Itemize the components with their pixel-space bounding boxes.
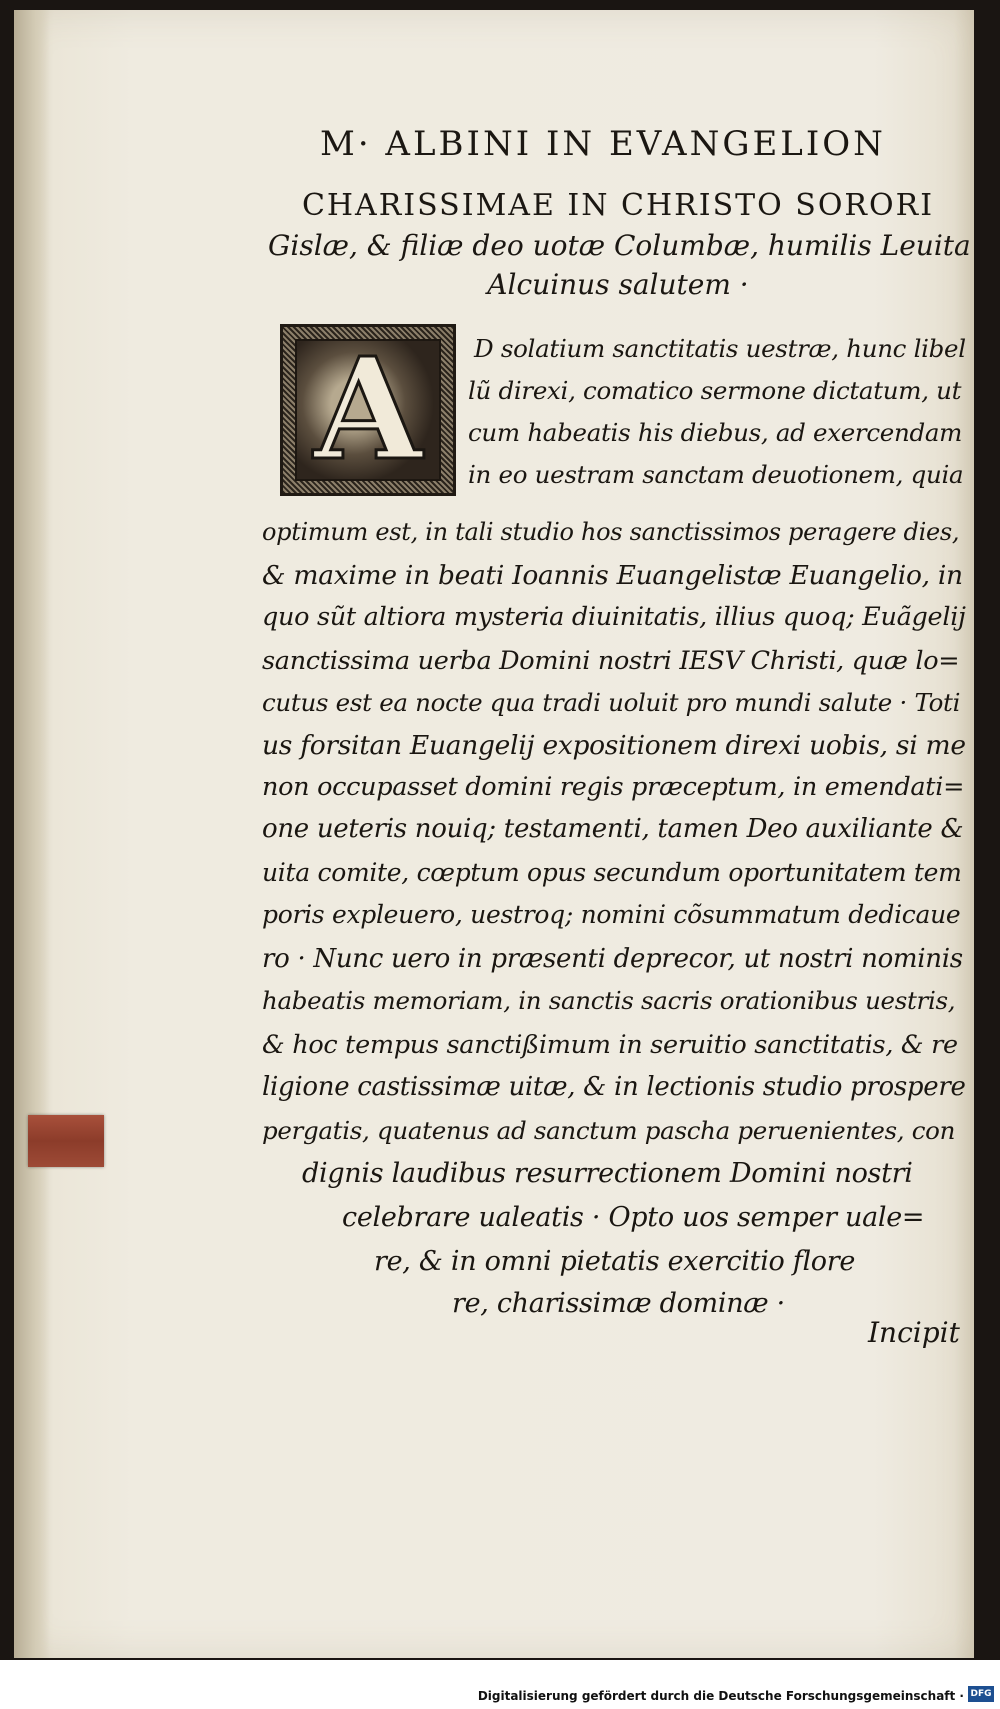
body-line: dignis laudibus resurrectionem Domini nostri	[302, 1158, 913, 1189]
body-line: D solatium sanctitatis uestræ, hunc libel	[474, 334, 966, 363]
catchword: Incipit	[868, 1316, 960, 1349]
body-line: & maxime in beati Ioannis Euangelistæ Euangelio, in	[262, 560, 963, 591]
salutation-line-2: Gislæ, & filiæ deo uotæ Columbæ, humilis Leuita	[268, 229, 971, 262]
page-gutter	[14, 10, 50, 1658]
body-line: re, & in omni pietatis exercitio flore	[374, 1246, 856, 1277]
salutation-line-1: CHARISSIMAE IN CHRISTO SORORI	[301, 188, 935, 223]
dfg-logo: DFG	[968, 1686, 994, 1702]
running-head: M· ALBINI IN EVANGELION	[320, 124, 886, 164]
body-line: uita comite, cœptum opus secundum oportunitatem tem	[262, 858, 962, 887]
initial-letter: A	[313, 328, 423, 492]
body-line: in eo uestram sanctam deuotionem, quia	[468, 460, 964, 489]
body-line: pergatis, quatenus ad sanctum pascha peruenientes, con	[262, 1116, 956, 1145]
body-line: sanctissima uerba Domini nostri IESV Christi, quæ lo=	[262, 646, 960, 676]
body-line: ro · Nunc uero in præsenti deprecor, ut nostri nominis	[262, 944, 963, 974]
body-line: quo sũt altiora mysteria diuinitatis, illius quoq; Euãgelij	[262, 602, 966, 632]
red-page-tab	[28, 1115, 104, 1167]
body-line: us forsitan Euangelij expositionem direxi uobis, si me	[262, 730, 966, 761]
body-line: poris expleuero, uestroq; nomini cõsummatum dedicaue	[262, 900, 961, 929]
body-line: habeatis memoriam, in sanctis sacris orationibus uestris,	[262, 986, 956, 1015]
footer-credit: Digitalisierung gefördert durch die Deutsche Forschungsgemeinschaft ·	[477, 1689, 964, 1703]
body-line: celebrare ualeatis · Opto uos semper uale=	[342, 1202, 925, 1233]
body-line: one ueteris nouiq; testamenti, tamen Deo auxiliante &	[262, 814, 964, 844]
body-line: non occupasset domini regis præceptum, in emendati=	[262, 772, 965, 802]
body-line: cutus est ea nocte qua tradi uoluit pro mundi salute · Toti	[262, 688, 961, 717]
body-line: ligione castissimæ uitæ, & in lectionis studio prospere	[262, 1072, 966, 1102]
body-line: & hoc tempus sanctißimum in seruitio sanctitatis, & re	[262, 1030, 958, 1060]
body-line: optimum est, in tali studio hos sanctissimos peragere dies,	[262, 518, 960, 546]
body-line: cum habeatis his diebus, ad exercendam	[468, 418, 963, 447]
salutation-line-3: Alcuinus salutem ·	[487, 268, 749, 301]
body-line: re, charissimæ dominæ ·	[452, 1288, 785, 1319]
salutation	[268, 188, 971, 301]
body-line: lũ direxi, comatico sermone dictatum, ut	[468, 376, 962, 405]
decorated-initial	[280, 324, 456, 496]
